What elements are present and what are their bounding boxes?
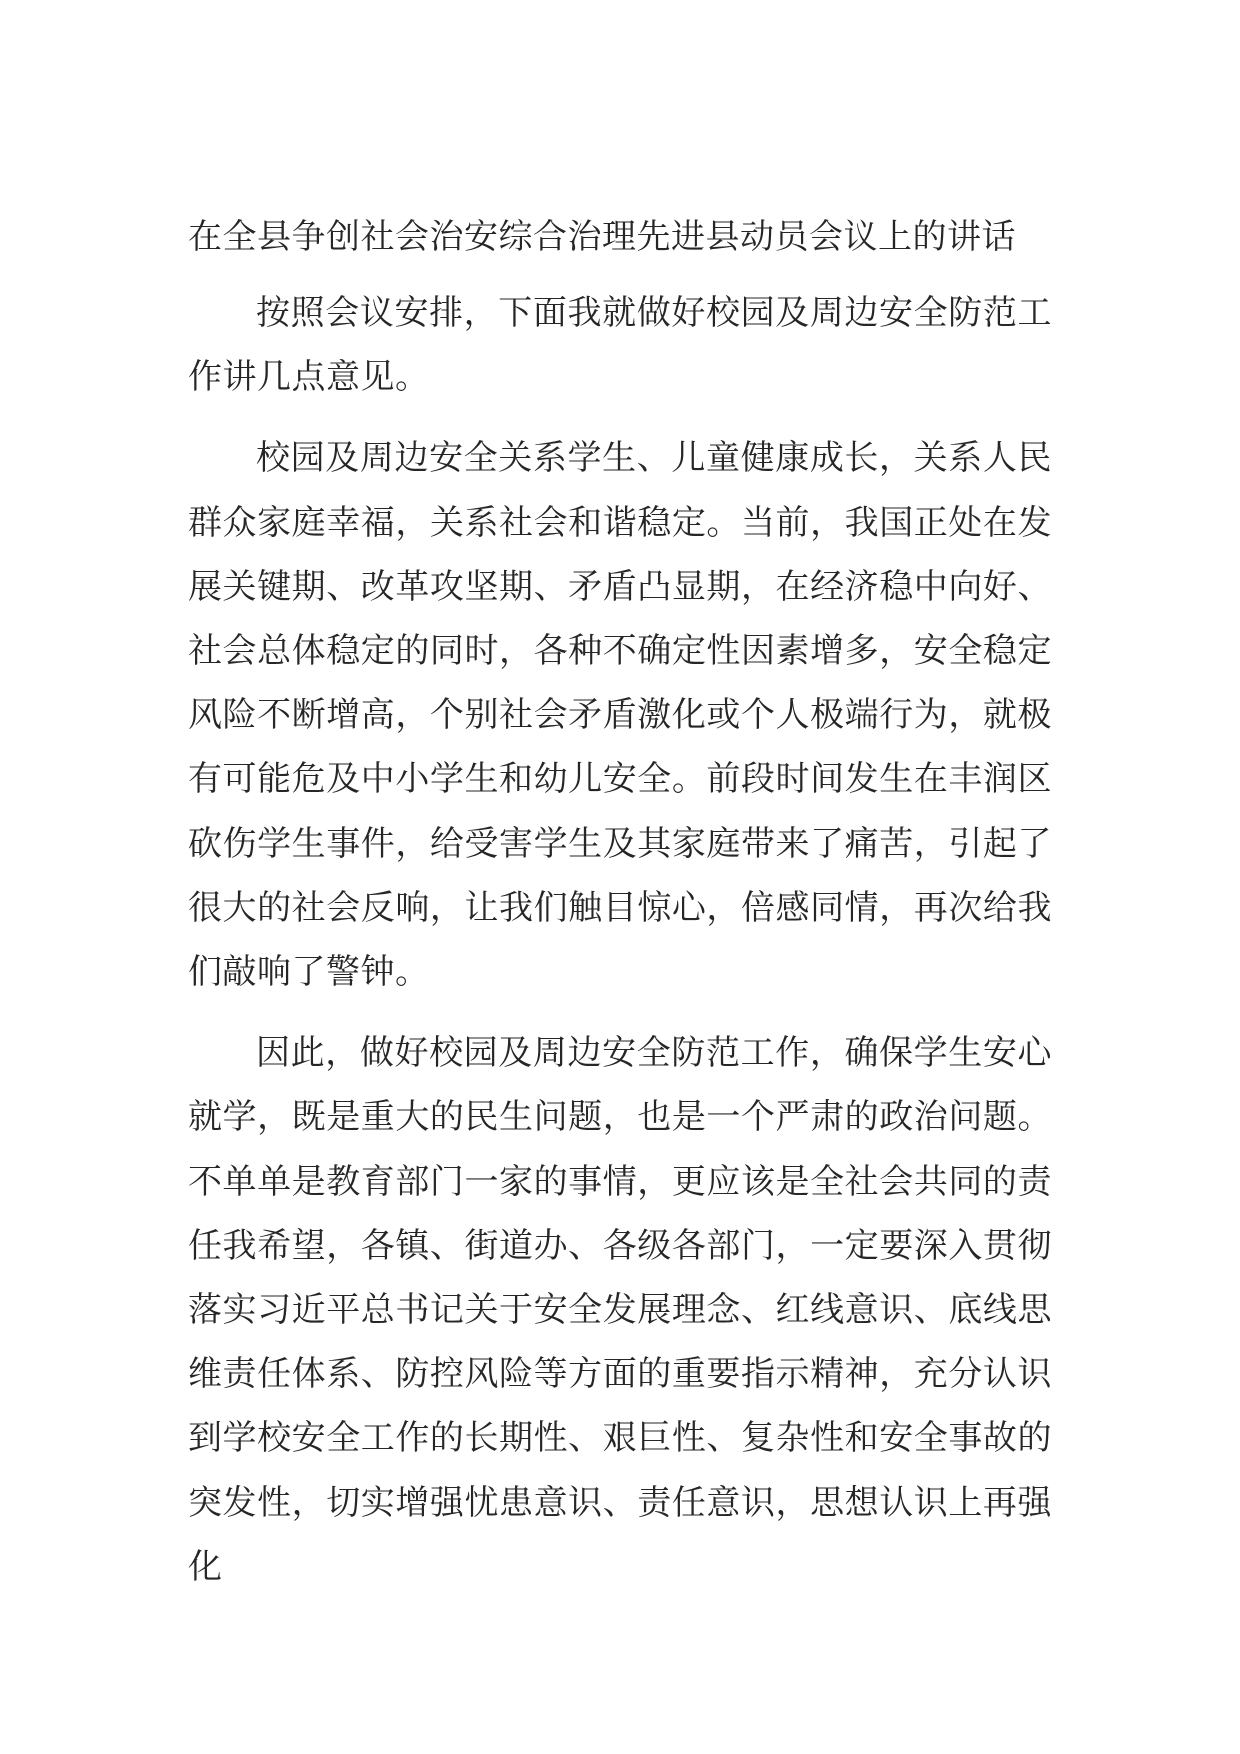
paragraph-campus-safety: 校园及周边安全关系学生、儿童健康成长，关系人民群众家庭幸福，关系社会和谐稳定。当前，我国正处在发展关键期、改革攻坚期、矛盾凸显期，在经济稳中向好、社会总体稳定的同时，各种不确定性因素增多，安全稳定风险不断增高，个别社会矛盾激化或个人极端行为，就极有可能危及中小学生和幼儿安全。前段时间发生在丰润区砍伤学生事件，给受害学生及其家庭带来了痛苦，引起了很大的社会反响，让我们触目惊心，倍感同情，再次给我们敲响了警钟。 [188, 438, 1052, 993]
paragraph-responsibility: 因此，做好校园及周边安全防范工作，确保学生安心就学，既是重大的民生问题，也是一个严肃的政治问题。不单单是教育部门一家的事情，更应该是全社会共同的责任我希望，各镇、街道办、各级各部门，一定要深入贯彻落实习近平总书记关于安全发展理念、红线意识、底线思维责任体系、防控风险等方面的重要指示精神，充分认识到学校安全工作的长期性、艰巨性、复杂性和安全事故的突发性，切实增强忧患意识、责任意识，思想认识上再强化 [188, 1033, 1052, 1587]
paragraph-intro: 按照会议安排，下面我就做好校园及周边安全防范工作讲几点意见。 [188, 293, 1052, 398]
document-body [188, 213, 1052, 1599]
document-title: 在全县争创社会治安综合治理先进县动员会议上的讲话 [188, 217, 1016, 257]
